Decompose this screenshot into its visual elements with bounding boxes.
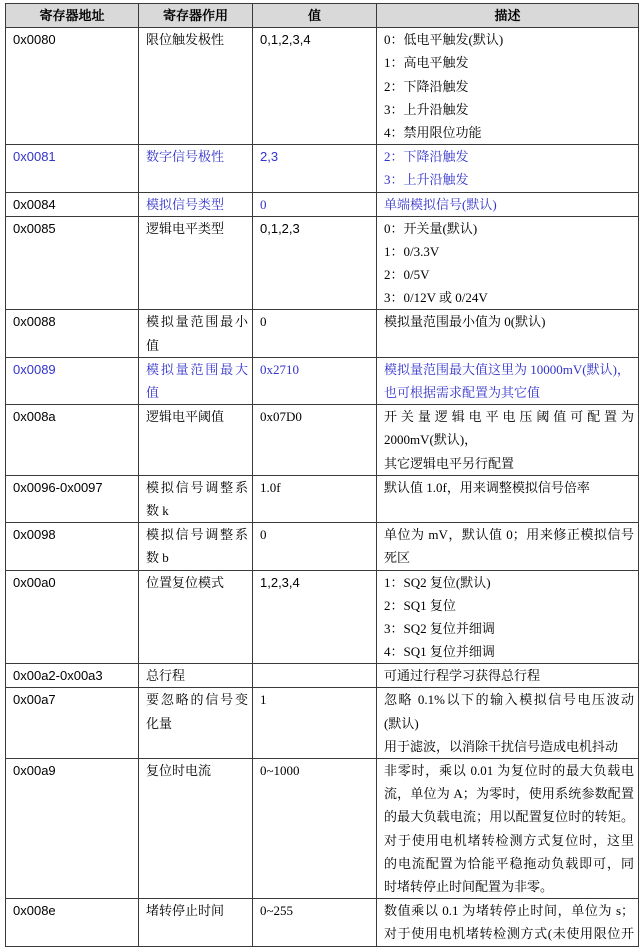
value-cell: 0x2710 — [253, 357, 377, 404]
description-line: 4：SQ1 复位并细调 — [384, 644, 495, 660]
description-line: (默认) — [384, 715, 419, 731]
function-cell — [139, 475, 253, 522]
function-cell — [139, 899, 253, 946]
value-cell: 0,1,2,3 — [253, 216, 377, 310]
function-line: 模拟量范围最大 — [146, 361, 248, 377]
address-cell: 0x008e — [6, 899, 139, 946]
function-cell — [139, 310, 253, 357]
table-row — [6, 357, 639, 404]
description-cell — [377, 475, 639, 522]
function-line: 数 b — [146, 550, 169, 566]
function-line: 逻辑电平类型 — [146, 220, 225, 236]
description-cell — [377, 192, 639, 216]
table-row — [6, 28, 639, 145]
function-line: 值 — [146, 385, 160, 401]
description-line: 也可根据需求配置为其它值 — [384, 385, 541, 401]
description-line: 可通过行程学习获得总行程 — [384, 668, 541, 684]
value-cell: 1 — [253, 688, 377, 759]
description-line: 时堵转停止时间配置为非零。 — [384, 878, 554, 894]
description-line: 3：上升沿触发 — [384, 101, 469, 117]
description-line: 2：SQ1 复位 — [384, 597, 456, 613]
description-line: 对于使用电机堵转检测方式复位时，这里 — [384, 832, 634, 848]
description-cell — [377, 570, 639, 664]
description-line: 1：0/3.3V — [384, 243, 440, 259]
address-cell: 0x00a7 — [6, 688, 139, 759]
description-line: 2：下降沿触发 — [384, 78, 469, 94]
address-cell: 0x0084 — [6, 192, 139, 216]
value-cell: 0,1,2,3,4 — [253, 28, 377, 145]
description-line: 单端模拟信号(默认) — [384, 196, 497, 212]
table-row — [6, 664, 639, 688]
address-cell: 0x0081 — [6, 145, 139, 192]
header-value: 值 — [253, 4, 377, 28]
header-function: 寄存器作用 — [139, 4, 253, 28]
description-line: 用于滤波，以消除干扰信号造成电机抖动 — [384, 738, 619, 754]
value-cell: 0~255 — [253, 899, 377, 946]
description-line: 1：高电平触发 — [384, 55, 469, 71]
description-line: 其它逻辑电平另行配置 — [384, 455, 515, 471]
table-row — [6, 310, 639, 357]
function-line: 逻辑电平阈值 — [146, 409, 225, 425]
description-cell — [377, 28, 639, 145]
value-cell: 1,2,3,4 — [253, 570, 377, 664]
description-line: 数值乘以 0.1 为堵转停止时间，单位为 s； — [384, 903, 634, 919]
description-line: 0：开关量(默认) — [384, 220, 478, 236]
function-line: 模拟量范围最小 — [146, 314, 248, 330]
function-line: 位置复位模式 — [146, 574, 225, 590]
value-cell: 0 — [253, 310, 377, 357]
address-cell: 0x0098 — [6, 523, 139, 570]
value-cell: 2,3 — [253, 145, 377, 192]
function-cell — [139, 192, 253, 216]
address-cell: 0x0096-0x0097 — [6, 475, 139, 522]
table-row — [6, 523, 639, 570]
description-cell — [377, 688, 639, 759]
description-line: 模拟量范围最小值为 0(默认) — [384, 314, 546, 330]
address-cell: 0x0085 — [6, 216, 139, 310]
description-line: 2000mV(默认)， — [384, 432, 478, 448]
address-cell: 0x008a — [6, 405, 139, 476]
description-cell — [377, 899, 639, 946]
table-row — [6, 570, 639, 664]
function-cell — [139, 759, 253, 899]
description-line: 0：低电平触发(默认) — [384, 32, 504, 48]
function-line: 模拟信号调整系 — [146, 479, 248, 495]
function-cell — [139, 357, 253, 404]
address-cell: 0x00a9 — [6, 759, 139, 899]
function-line: 堵转停止时间 — [146, 903, 225, 919]
address-cell: 0x0080 — [6, 28, 139, 145]
value-cell: 0x07D0 — [253, 405, 377, 476]
function-cell — [139, 216, 253, 310]
table-row — [6, 899, 639, 946]
function-line: 数 k — [146, 502, 169, 518]
description-cell — [377, 664, 639, 688]
description-cell — [377, 405, 639, 476]
description-line: 3：SQ2 复位并细调 — [384, 620, 495, 636]
header-address: 寄存器地址 — [6, 4, 139, 28]
function-line: 复位时电流 — [146, 763, 212, 779]
description-cell — [377, 310, 639, 357]
description-line: 4：禁用限位功能 — [384, 124, 482, 140]
function-cell — [139, 523, 253, 570]
description-cell — [377, 216, 639, 310]
function-line: 总行程 — [146, 668, 186, 684]
description-cell — [377, 523, 639, 570]
function-cell — [139, 145, 253, 192]
table-row — [6, 216, 639, 310]
value-cell — [253, 664, 377, 688]
header-description: 描述 — [377, 4, 639, 28]
description-line: 开关量逻辑电平电压阈值可配置为 — [384, 409, 634, 425]
table-row — [6, 475, 639, 522]
description-line: 对于使用电机堵转检测方式(未使用限位开 — [384, 926, 634, 942]
function-line: 数字信号极性 — [146, 149, 225, 165]
description-line: 默认值 1.0f，用来调整模拟信号倍率 — [384, 479, 590, 495]
table-row — [6, 192, 639, 216]
description-line: 3：0/12V 或 0/24V — [384, 290, 488, 306]
value-cell: 0 — [253, 523, 377, 570]
description-line: 2：下降沿触发 — [384, 149, 469, 165]
function-cell — [139, 688, 253, 759]
value-cell: 0~1000 — [253, 759, 377, 899]
address-cell: 0x00a0 — [6, 570, 139, 664]
function-line: 模拟信号类型 — [146, 196, 225, 212]
function-line: 值 — [146, 337, 160, 353]
description-cell — [377, 145, 639, 192]
function-cell — [139, 28, 253, 145]
description-line: 非零时，乘以 0.01 为复位时的最大负载电 — [384, 763, 634, 779]
description-cell — [377, 759, 639, 899]
description-line: 流，单位为 A；为零时，使用系统参数配置 — [384, 786, 634, 802]
function-cell — [139, 405, 253, 476]
function-line: 化量 — [146, 715, 173, 731]
value-cell: 1.0f — [253, 475, 377, 522]
register-table — [5, 3, 639, 947]
table-row — [6, 405, 639, 476]
description-line: 模拟量范围最大值这里为 10000mV(默认)， — [384, 361, 630, 377]
description-line: 3：上升沿触发 — [384, 172, 469, 188]
description-line: 的最大负载电流；用以配置复位时的转矩。 — [384, 809, 634, 825]
value-cell: 0 — [253, 192, 377, 216]
address-cell: 0x00a2-0x00a3 — [6, 664, 139, 688]
function-line: 要忽略的信号变 — [146, 692, 248, 708]
function-line: 模拟信号调整系 — [146, 527, 248, 543]
function-cell — [139, 664, 253, 688]
description-line: 2：0/5V — [384, 267, 430, 283]
function-cell — [139, 570, 253, 664]
function-line: 限位触发极性 — [146, 32, 225, 48]
description-cell — [377, 357, 639, 404]
description-line: 忽略 0.1%以下的输入模拟信号电压波动 — [384, 692, 634, 708]
description-line: 1：SQ2 复位(默认) — [384, 574, 491, 590]
description-line: 死区 — [384, 550, 411, 566]
table-row — [6, 688, 639, 759]
table-row — [6, 145, 639, 192]
description-line: 单位为 mV，默认值 0；用来修正模拟信号 — [384, 527, 634, 543]
address-cell: 0x0089 — [6, 357, 139, 404]
description-line: 的电流配置为恰能平稳拖动负载即可，同 — [384, 855, 634, 871]
table-header-row — [6, 4, 639, 28]
table-row — [6, 759, 639, 899]
address-cell: 0x0088 — [6, 310, 139, 357]
